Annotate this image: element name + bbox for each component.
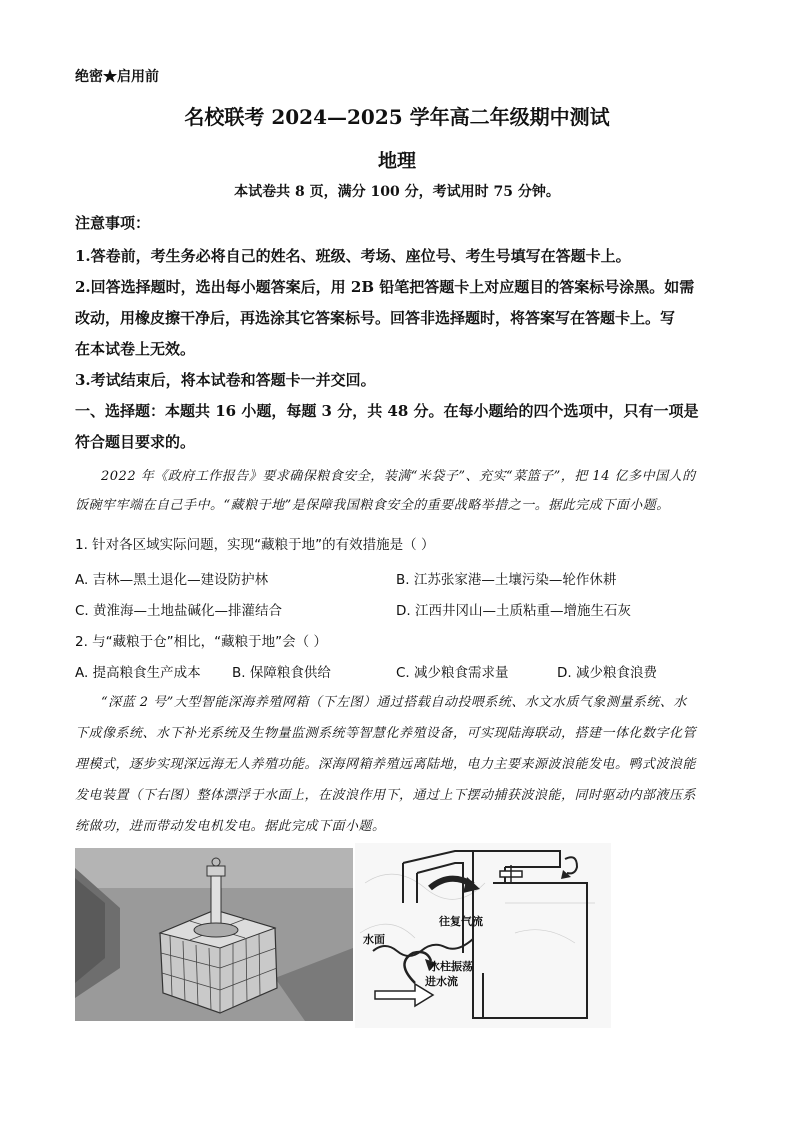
question-1-option: D. 江西井冈山—土质粘重—增施生石灰	[396, 603, 631, 619]
material-text: “深蓝 2 号”大型智能深海养殖网箱（下左图）通过搭载自动投喂系统、水文水质气象测量系统、水	[101, 695, 687, 710]
notice-line: 1.答卷前，考生务必将自己的姓名、班级、考场、座位号、考生号填写在答题卡上。	[75, 247, 631, 265]
question-1-option: A. 吉林—黑土退化—建设防护林	[75, 572, 269, 588]
section-heading: 符合题目要求的。	[75, 433, 196, 451]
label-inflow: 进水流	[425, 976, 458, 988]
notice-line: 2.回答选择题时，选出每小题答案后，用 2B 铅笔把答题卡上对应题目的答案标号涂黑。如需	[75, 278, 695, 296]
question-1-option: C. 黄淮海—土地盐碱化—排灌结合	[75, 603, 283, 619]
cage-illustration	[75, 848, 353, 1021]
section-heading: 一、选择题：本题共 16 小题，每题 3 分，共 48 分。在每小题给的四个选项中，只有一项是	[75, 402, 699, 420]
question-1-option: B. 江苏张家港—土壤污染—轮作休耕	[396, 572, 617, 588]
question-1-stem: 1. 针对各区域实际问题，实现“藏粮于地”的有效措施是（ ）	[75, 537, 435, 553]
aquaculture-cage-photo	[75, 848, 353, 1021]
notice-line: 改动，用橡皮擦干净后，再选涂其它答案标号。回答非选择题时，将答案写在答题卡上。写	[75, 309, 676, 327]
wave-energy-device-svg	[355, 843, 611, 1028]
material-text: 2022 年《政府工作报告》要求确保粮食安全，装满“米袋子”、充实“菜篮子”，把 14 亿多中国人的	[101, 469, 696, 484]
question-2-stem: 2. 与“藏粮于仓”相比，“藏粮于地”会（ ）	[75, 634, 327, 650]
question-2-option: B. 保障粮食供给	[232, 665, 331, 681]
label-airflow: 往复气流	[439, 916, 483, 928]
notice-line: 在本试卷上无效。	[75, 340, 196, 358]
wave-energy-diagram	[355, 843, 611, 1028]
material-text: 统做功，进而带动发电机发电。据此完成下面小题。	[75, 819, 386, 834]
material-text: 发电装置（下右图）整体漂浮于水面上，在波浪作用下，通过上下摆动捕获波浪能，同时驱动内部液压系	[75, 788, 697, 803]
material-text: 理模式，逐步实现深远海无人养殖功能。深海网箱养殖远离陆地，电力主要来源波浪能发电。鸭式波浪能	[75, 757, 697, 772]
exam-subject: 地理	[377, 150, 416, 172]
notice-line: 3.考试结束后，将本试卷和答题卡一并交回。	[75, 371, 376, 389]
exam-info: 本试卷共 8 页，满分 100 分，考试用时 75 分钟。	[234, 184, 560, 200]
material-text: 下成像系统、水下补光系统及生物量监测系统等智慧化养殖设备，可实现陆海联动，搭建一体化数字化管	[75, 726, 697, 741]
label-oscillation: 水柱振荡	[429, 961, 473, 973]
notice-heading: 注意事项：	[75, 214, 151, 232]
confidential-label: 绝密★启用前	[75, 69, 159, 85]
question-2-option: C. 减少粮食需求量	[396, 665, 509, 681]
question-2-option: A. 提高粮食生产成本	[75, 665, 201, 681]
question-2-option: D. 减少粮食浪费	[557, 665, 657, 681]
material-text: 饭碗牢牢端在自己手中。“藏粮于地”是保障我国粮食安全的重要战略举措之一。据此完成下面小题。	[75, 498, 670, 513]
exam-title: 名校联考 2024—2025 学年高二年级期中测试	[184, 105, 610, 129]
label-water-surface: 水面	[363, 934, 385, 946]
